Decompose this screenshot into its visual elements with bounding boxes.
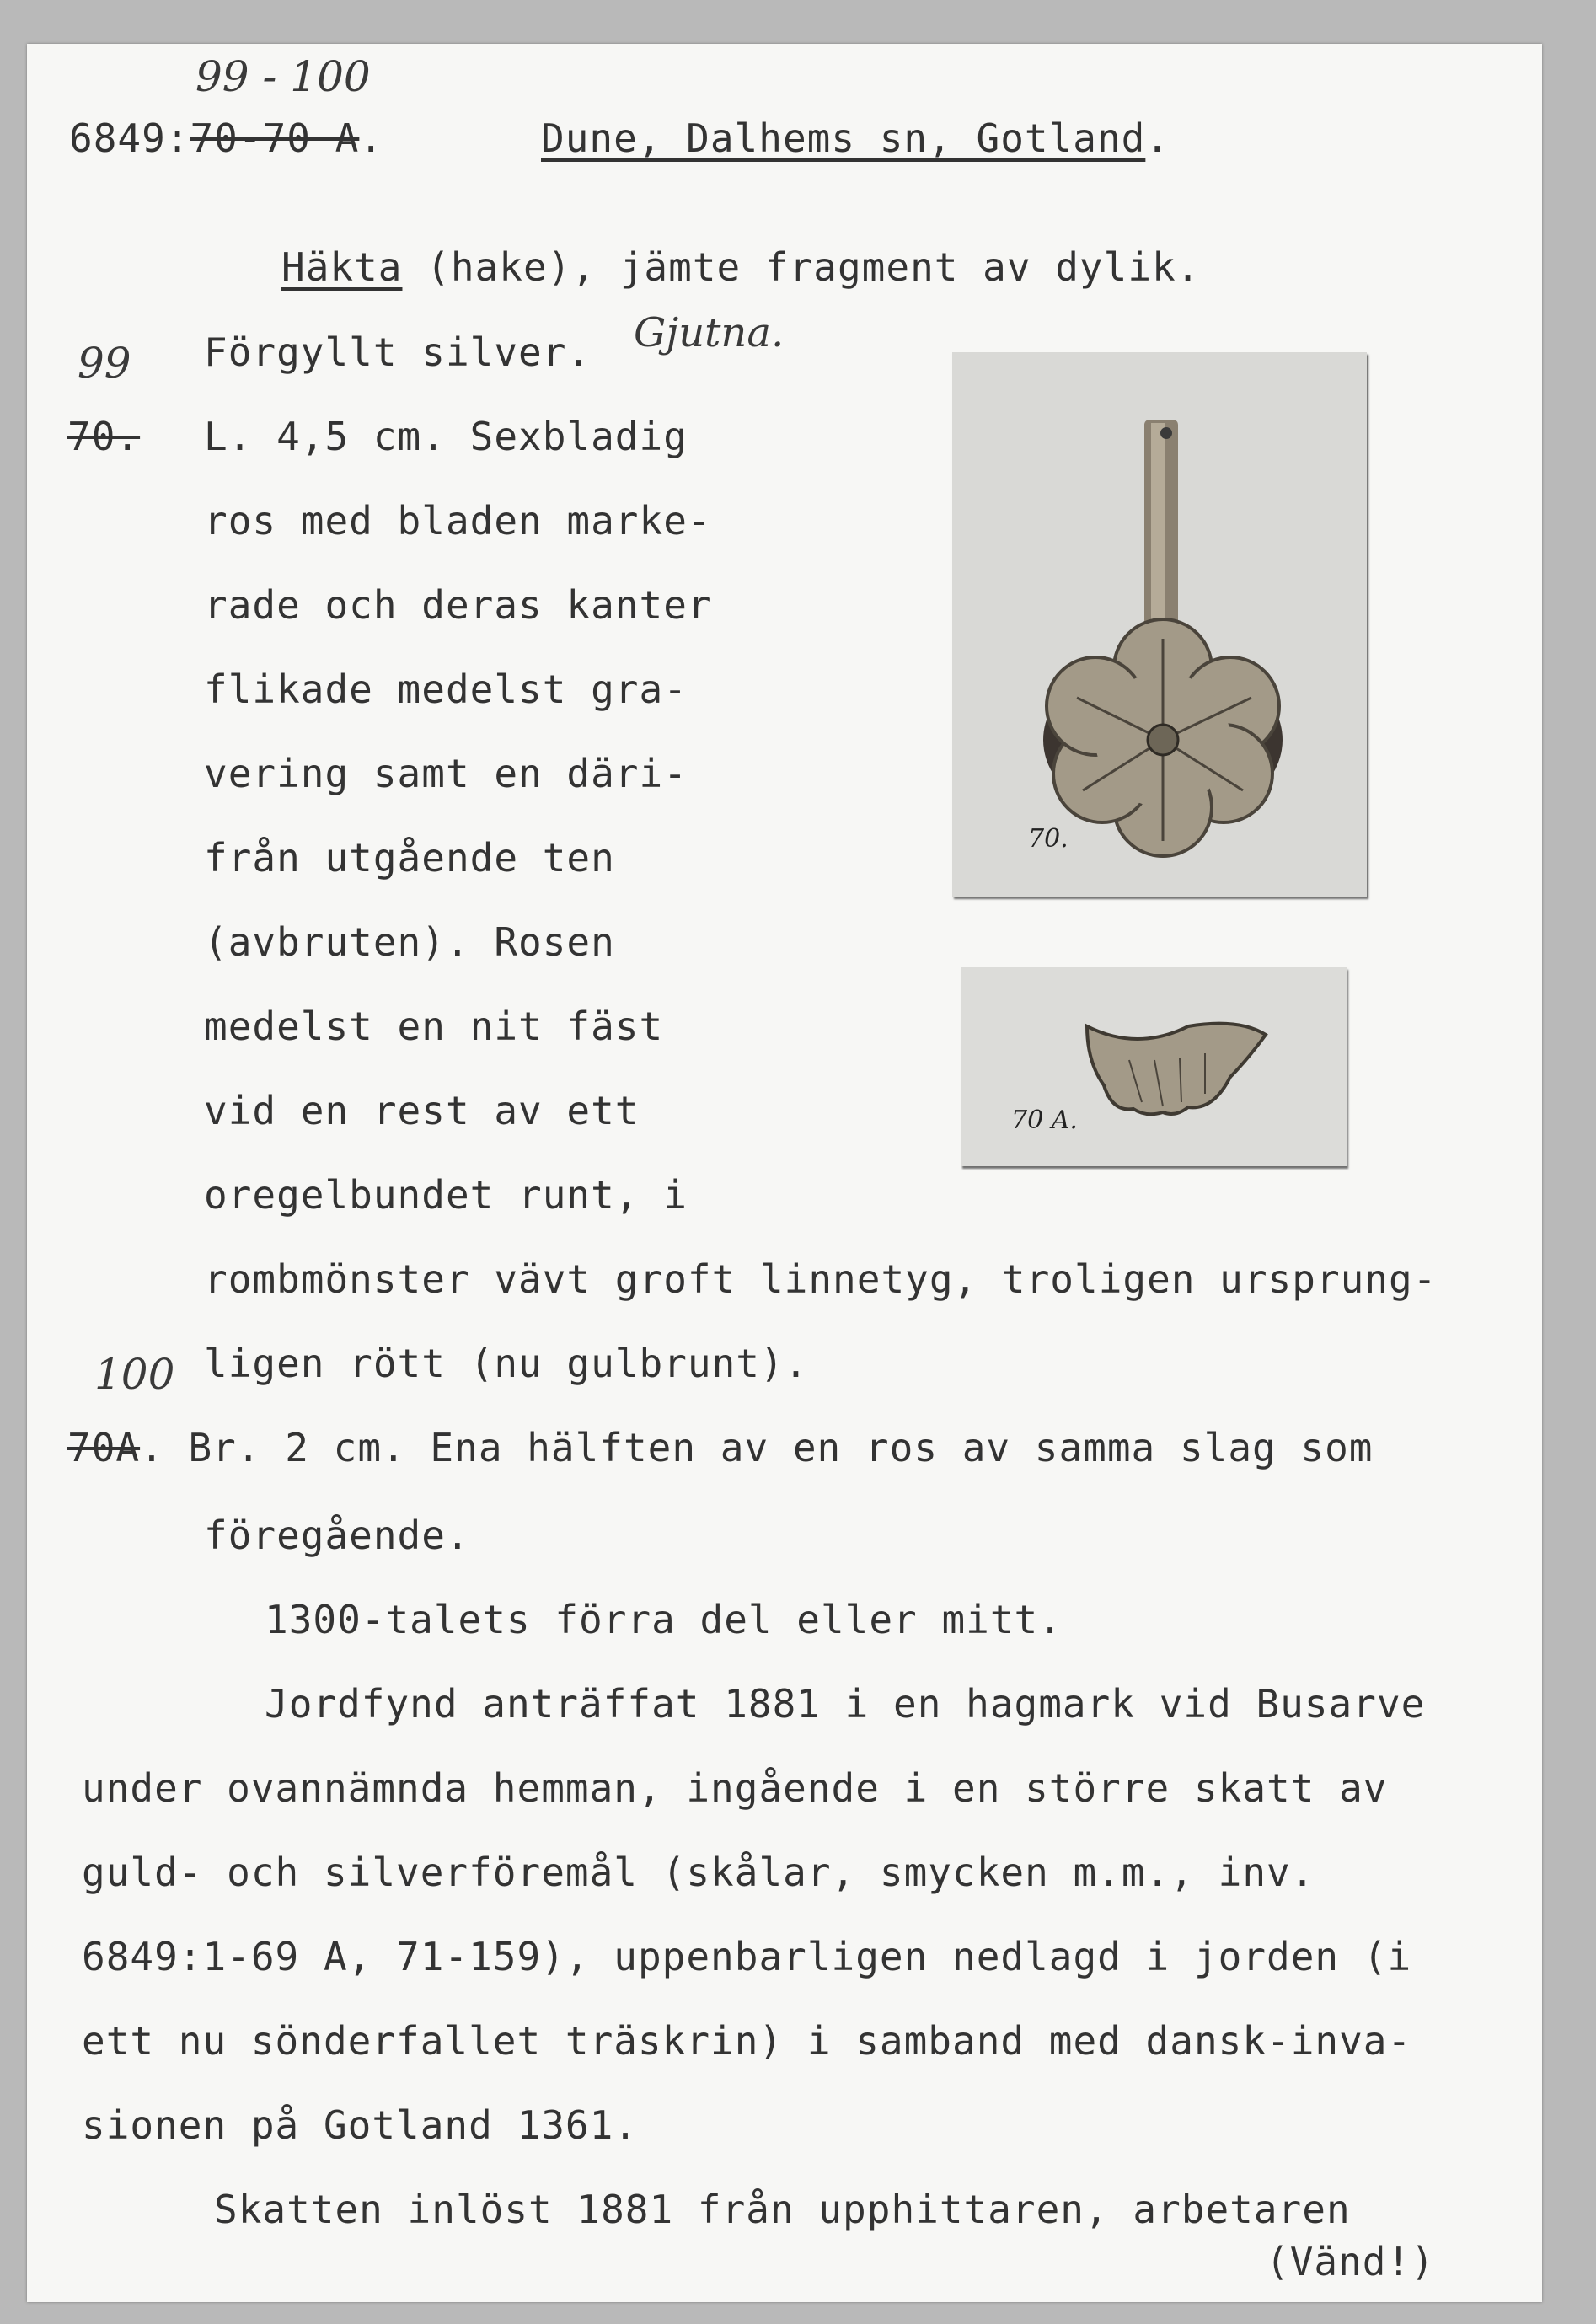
location-name: Dune, Dalhems sn, Gotland bbox=[541, 115, 1146, 161]
handwritten-number-99: 99 bbox=[78, 339, 131, 388]
entry-70A-number: 70A bbox=[67, 1425, 141, 1470]
entry-70A-text: . Br. 2 cm. Ena hälften av en ros av samma slag som bbox=[140, 1425, 1374, 1470]
handwritten-number-100: 100 bbox=[94, 1350, 175, 1399]
find-line: guld- och silverföremål (skålar, smycken m.m., inv. bbox=[82, 1850, 1315, 1895]
inventory-suffix: . bbox=[359, 115, 384, 161]
entry-70-line: rade och deras kanter bbox=[204, 582, 712, 628]
inventory-prefix: 6849: bbox=[69, 115, 190, 161]
dating-line: 1300-talets förra del eller mitt. bbox=[265, 1597, 1063, 1642]
find-line: Jordfynd anträffat 1881 i en hagmark vid Busarve bbox=[265, 1681, 1426, 1727]
entry-70-line: från utgående ten bbox=[204, 835, 615, 881]
header-inventory bbox=[69, 115, 383, 162]
find-line: sionen på Gotland 1361. bbox=[82, 2102, 638, 2148]
entry-70A-line bbox=[67, 1424, 1374, 1471]
entry-70-line: vering samt en däri- bbox=[204, 751, 688, 796]
photo-70-label: 70. bbox=[1028, 824, 1068, 854]
find-line: 6849:1-69 A, 71-159), uppenbarligen nedlagd i jorden (i bbox=[82, 1934, 1412, 1979]
find-line: ett nu sönderfallet träskrin) i samband med dansk-inva- bbox=[82, 2018, 1412, 2064]
entry-70-line: vid en rest av ett bbox=[204, 1088, 640, 1133]
rosette-hook-image bbox=[952, 352, 1367, 897]
entry-70-line: ros med bladen marke- bbox=[204, 498, 712, 544]
photo-item-70A bbox=[961, 967, 1347, 1166]
handwritten-range: 99 - 100 bbox=[195, 52, 371, 101]
handwritten-material-note: Gjutna. bbox=[634, 309, 785, 356]
entry-70-line: L. 4,5 cm. Sexbladig bbox=[204, 414, 688, 459]
location-suffix: . bbox=[1145, 115, 1170, 161]
entry-70-line: rombmönster vävt groft linnetyg, troligen ursprung- bbox=[204, 1256, 1438, 1302]
photo-item-70 bbox=[952, 352, 1367, 897]
object-name-rest: (hake), jämte fragment av dylik. bbox=[402, 244, 1201, 290]
header-location bbox=[541, 115, 1170, 162]
object-name: Häkta bbox=[281, 244, 403, 290]
object-title bbox=[281, 244, 1200, 291]
inventory-struck: 70-70 A bbox=[190, 115, 360, 161]
catalog-card bbox=[27, 44, 1542, 2302]
entry-70-line: flikade medelst gra- bbox=[204, 667, 688, 712]
entry-70A-line: föregående. bbox=[204, 1513, 470, 1558]
find-line: under ovannämnda hemman, ingående i en större skatt av bbox=[82, 1765, 1388, 1811]
rosette-fragment-image bbox=[961, 967, 1347, 1166]
material-line: Förgyllt silver. bbox=[204, 329, 592, 375]
entry-70-line: ligen rött (nu gulbrunt). bbox=[204, 1341, 809, 1386]
entry-70-line: oregelbundet runt, i bbox=[204, 1172, 688, 1218]
entry-70-number: 70. bbox=[67, 414, 141, 459]
entry-70-line: medelst en nit fäst bbox=[204, 1004, 664, 1049]
entry-70-line: (avbruten). Rosen bbox=[204, 919, 615, 965]
turn-over-note: (Vänd!) bbox=[1266, 2239, 1435, 2284]
photo-70A-label: 70 A. bbox=[1011, 1106, 1078, 1135]
redemption-line: Skatten inlöst 1881 från upphittaren, arbetaren bbox=[214, 2187, 1351, 2232]
